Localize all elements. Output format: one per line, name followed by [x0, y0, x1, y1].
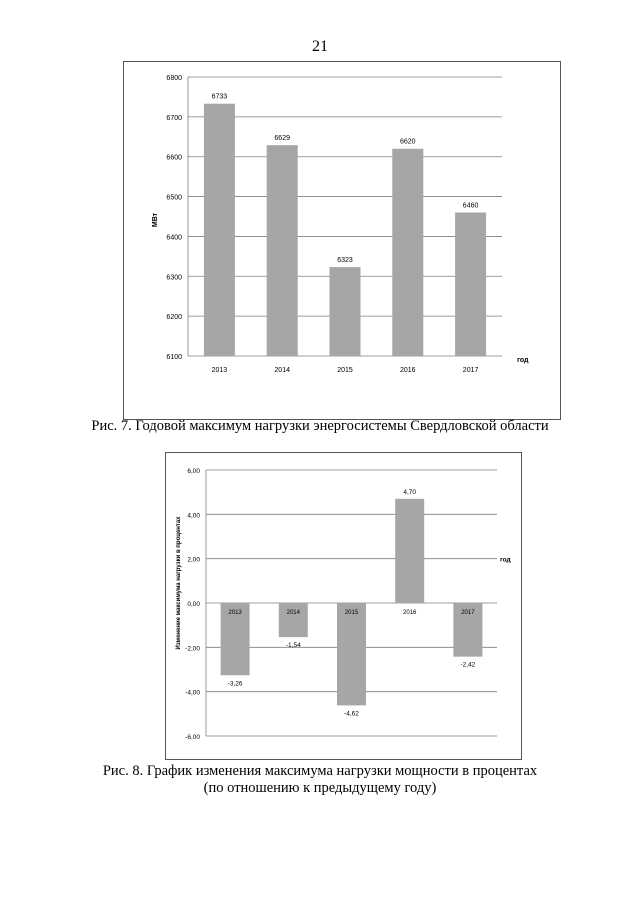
data-label: 6620	[400, 138, 416, 146]
y-axis-title: МВт	[152, 212, 159, 228]
bar	[330, 267, 361, 356]
load-max-bar-chart	[123, 61, 561, 420]
data-label: -3,26	[227, 680, 243, 688]
y-tick-label: 6,00	[187, 468, 200, 475]
load-change-chart-svg	[166, 453, 521, 759]
y-tick-label: 6800	[166, 75, 182, 82]
y-tick-label: 6400	[166, 234, 182, 242]
y-tick-label: -6,00	[185, 734, 200, 741]
bar	[279, 603, 308, 637]
data-label: -1,54	[285, 642, 301, 650]
data-label: 6460	[462, 202, 479, 210]
figure-8-caption	[0, 763, 640, 797]
y-tick-label: 6300	[166, 274, 182, 282]
x-axis-title: год	[500, 556, 511, 564]
data-label: -2,42	[460, 661, 476, 669]
x-tick-label: 2017	[462, 367, 479, 374]
data-label: 4,70	[403, 488, 417, 496]
y-tick-label: 6600	[166, 154, 182, 162]
y-tick-label: 6700	[166, 114, 182, 122]
x-tick-label: 2014	[286, 610, 300, 616]
bar	[395, 499, 424, 603]
load-max-chart-svg	[124, 62, 560, 419]
x-tick-label: 2015	[344, 610, 359, 616]
y-tick-label: 6200	[166, 314, 182, 322]
data-label: -4,62	[344, 710, 359, 718]
load-change-bar-chart	[165, 452, 522, 760]
data-label: 6323	[337, 257, 353, 265]
data-label: 6629	[274, 135, 290, 143]
x-tick-label: 2016	[403, 610, 417, 616]
y-tick-label: 6100	[166, 354, 182, 361]
y-tick-label: 4,00	[187, 512, 200, 520]
y-tick-label: 6500	[166, 194, 182, 202]
figure-7-caption: Рис. 7. Годовой максимум нагрузки энергосистемы Свердловской области	[91, 418, 549, 434]
y-axis-title: Изменение максимума нагрузки в процентах	[176, 516, 182, 650]
x-tick-label: 2017	[461, 610, 475, 616]
bar	[337, 603, 366, 705]
data-label: 6733	[211, 93, 228, 101]
x-tick-label: 2014	[274, 367, 290, 374]
x-tick-label: 2013	[211, 367, 228, 374]
y-tick-label: 2,00	[187, 556, 200, 564]
bar	[455, 213, 486, 356]
figure-8-caption-line-2: (по отношению к предыдущему году)	[203, 780, 437, 796]
bar	[392, 149, 423, 356]
x-axis-title: год	[517, 357, 529, 364]
y-tick-label: -4,00	[185, 689, 200, 697]
x-tick-label: 2013	[228, 610, 242, 616]
x-tick-label: 2015	[337, 367, 353, 374]
x-tick-label: 2016	[400, 367, 416, 374]
y-tick-label: -2,00	[185, 645, 200, 653]
bar	[267, 145, 298, 356]
page-number: 21	[312, 38, 328, 55]
y-tick-label: 0,00	[187, 601, 200, 608]
figure-8-caption-line-1: Рис. 8. График изменения максимума нагрузки мощности в процентах	[102, 763, 538, 779]
bar	[204, 104, 235, 356]
